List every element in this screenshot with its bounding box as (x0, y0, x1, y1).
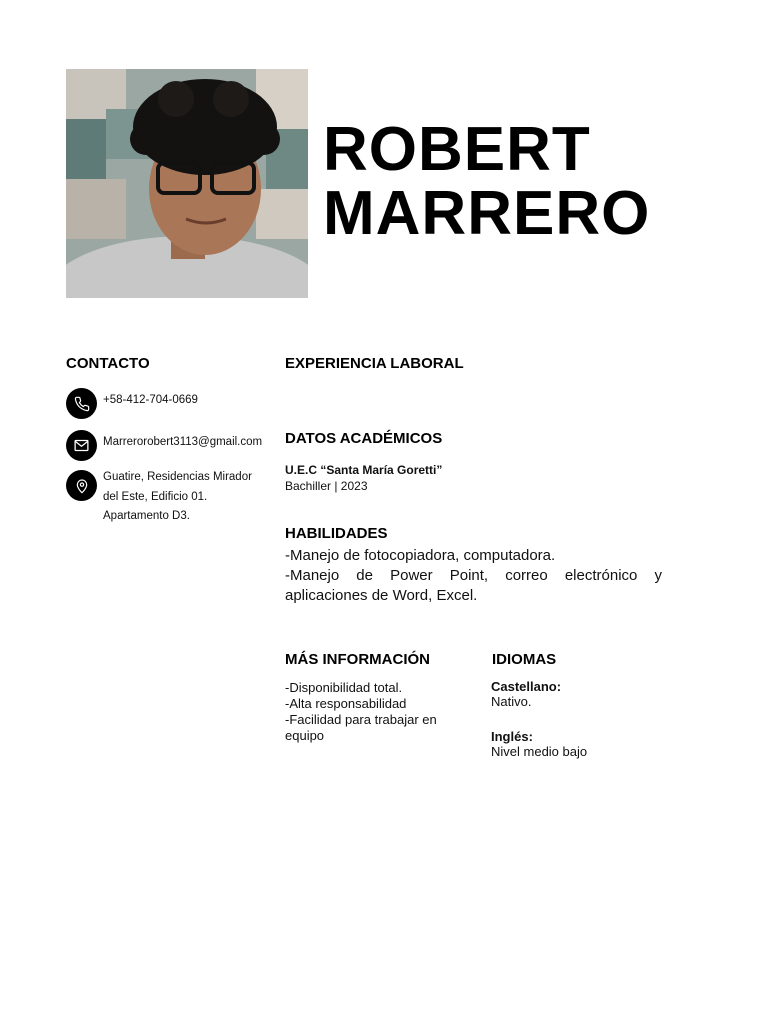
language-level: Nativo. (491, 694, 532, 709)
skill-item: -Manejo de Power Point, correo electrónico y aplicaciones de Word, Excel. (285, 567, 662, 604)
language-item (491, 729, 587, 759)
contact-address-row (66, 470, 263, 527)
info-item: -Facilidad para trabajar en equipo (285, 712, 437, 743)
school-name: U.E.C “Santa María Goretti” (285, 463, 443, 477)
first-name: ROBERT (323, 115, 591, 184)
skill-item: -Manejo de fotocopiadora, computadora. (285, 547, 556, 564)
degree-year: Bachiller | 2023 (285, 479, 368, 493)
address-line: del Este, Edificio 01. (103, 490, 208, 503)
education-entry (285, 462, 442, 494)
language-level: Nivel medio bajo (491, 744, 588, 759)
info-item: -Alta responsabilidad (285, 696, 407, 711)
info-item: -Disponibilidad total. (285, 680, 403, 695)
languages-heading: IDIOMAS (492, 651, 557, 668)
contact-email-row (66, 430, 273, 461)
address-line: Guatire, Residencias Mirador (103, 471, 252, 483)
skills-heading: HABILIDADES (285, 525, 388, 542)
address (103, 468, 263, 527)
more-info-heading: MÁS INFORMACIÓN (285, 651, 430, 668)
location-pin-icon (66, 470, 97, 501)
skills-list (285, 546, 662, 606)
mail-icon (66, 430, 97, 461)
profile-photo (66, 69, 308, 298)
address-line: Apartamento D3. (103, 510, 190, 522)
language-name: Castellano: (491, 679, 562, 694)
contact-heading: CONTACTO (66, 355, 150, 372)
education-heading: DATOS ACADÉMICOS (285, 430, 443, 447)
language-name: Inglés: (491, 729, 533, 744)
email-address[interactable]: Marrerorobert3113@gmail.com (103, 436, 263, 448)
last-name: MARRERO (323, 179, 651, 248)
full-name (323, 115, 651, 248)
contact-phone-row (66, 388, 273, 419)
more-info-list (285, 680, 460, 744)
language-item (491, 679, 561, 709)
experience-heading: EXPERIENCIA LABORAL (285, 355, 464, 372)
phone-number[interactable]: +58-412-704-0669 (103, 394, 198, 406)
phone-icon (66, 388, 97, 419)
